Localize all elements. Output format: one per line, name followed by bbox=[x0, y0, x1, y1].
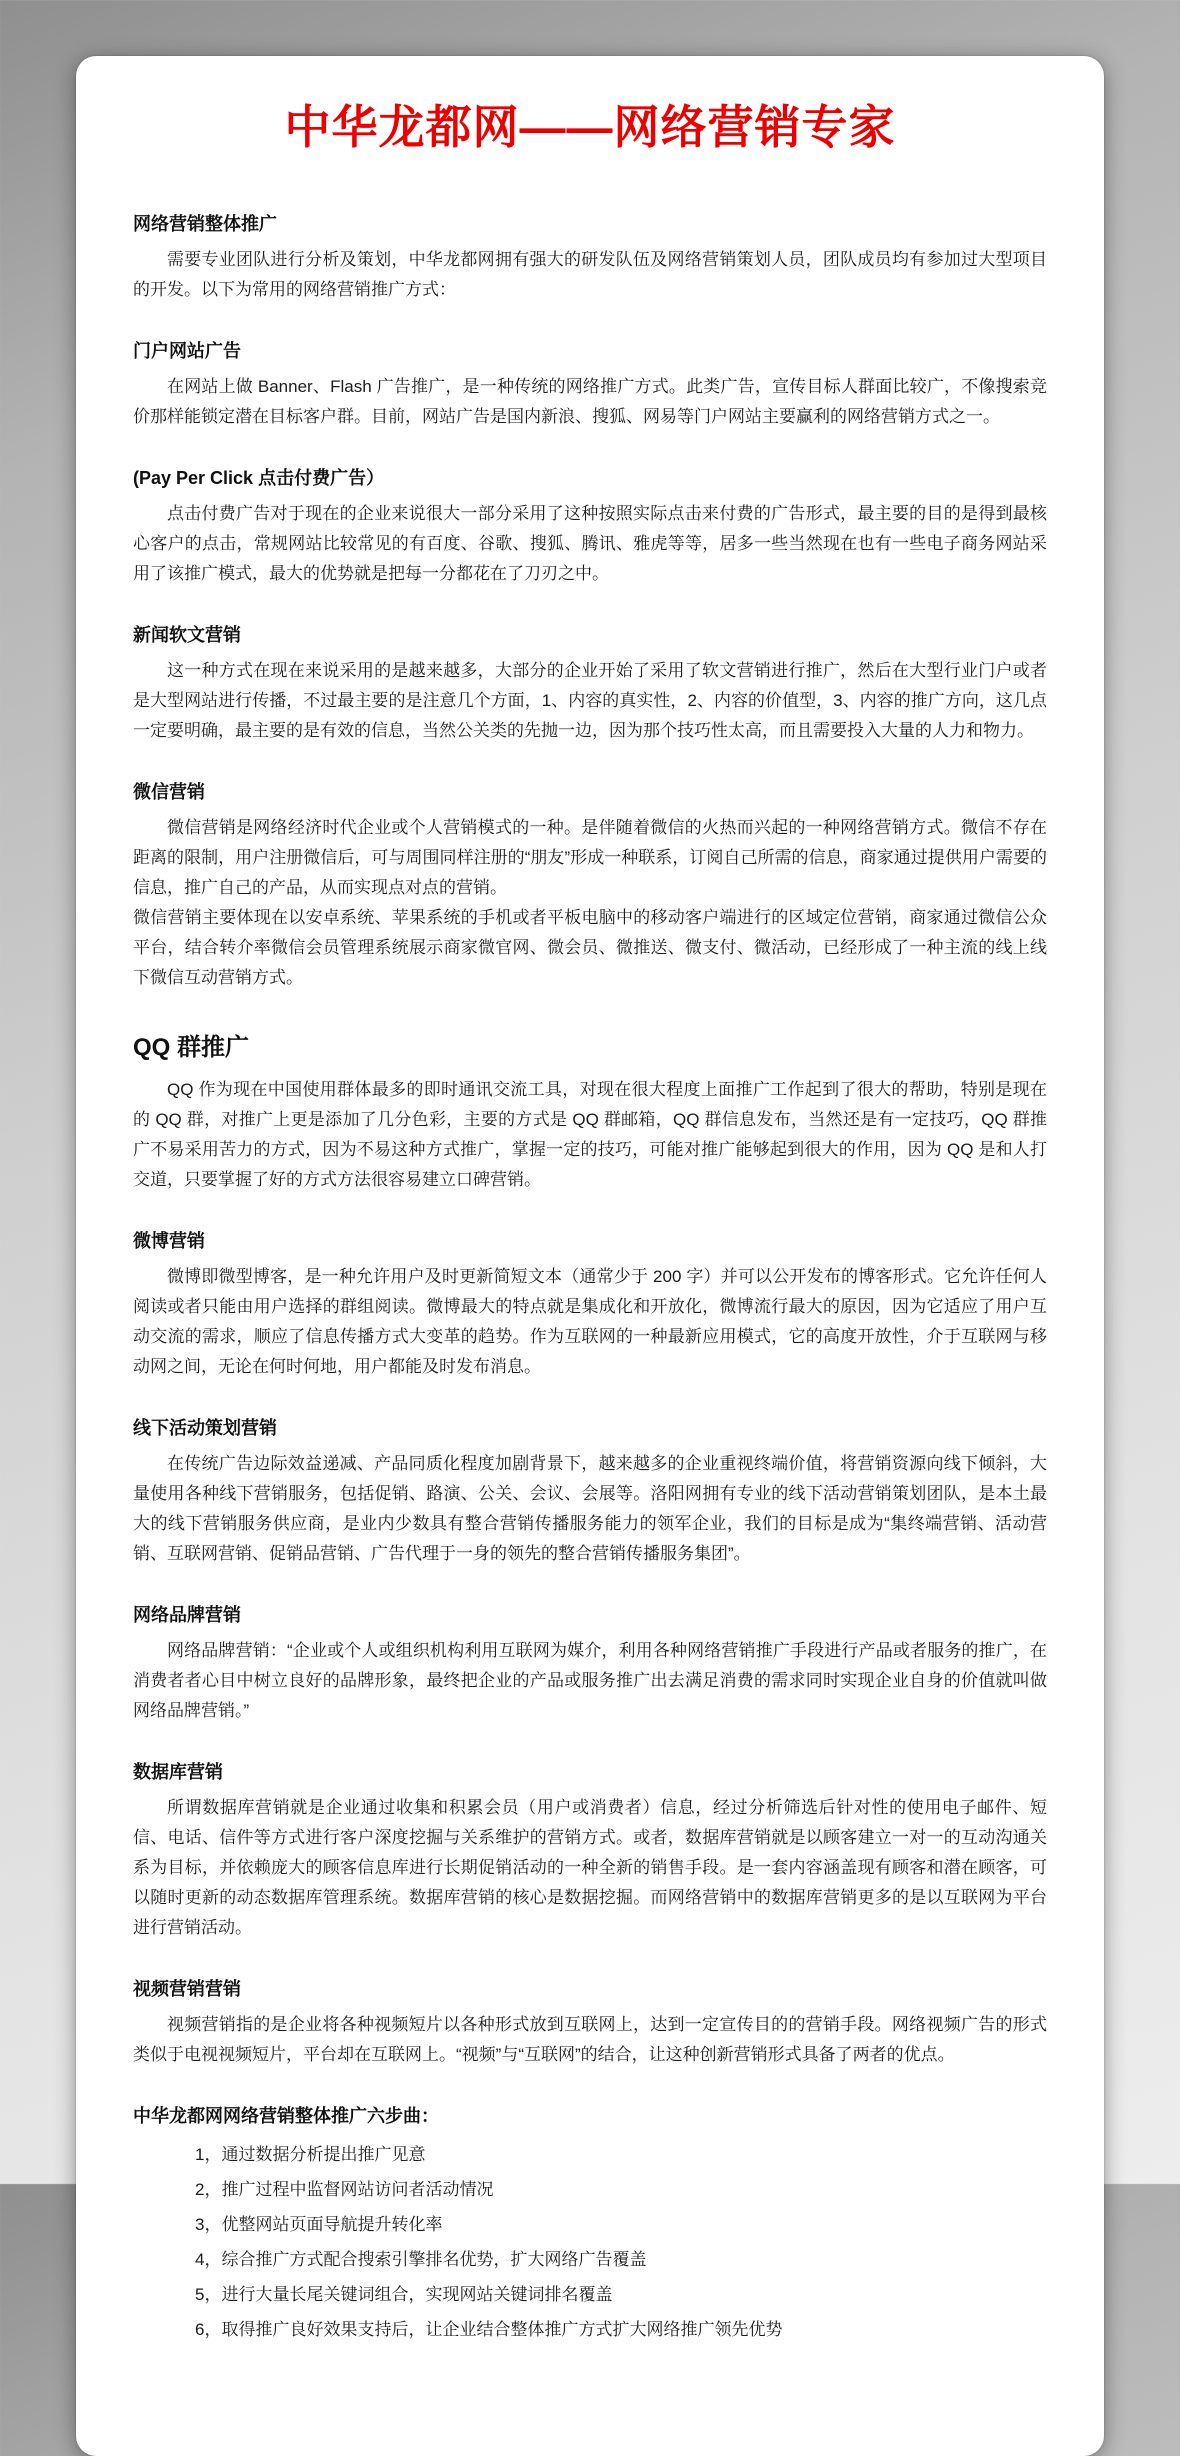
section-paragraph: 所谓数据库营销就是企业通过收集和积累会员（用户或消费者）信息，经过分析筛选后针对性的使用电子邮件、短信、电话、信件等方式进行客户深度挖掘与关系维护的营销方式。或者，数据库营销就是以顾客建立一对一的互动沟通关系为目标，并依赖庞大的顾客信息库进行长期促销活动的一种全新的销售手段。是一套内容涵盖现有顾客和潜在顾客，可以随时更新的动态数据库管理系统。数据库营销的核心是数据挖掘。而网络营销中的数据库营销更多的是以互联网为平台进行营销活动。 bbox=[133, 1798, 1047, 1937]
step-item: 5，进行大量长尾关键词组合，实现网站关键词排名覆盖 bbox=[195, 2285, 613, 2304]
section-heading: 网络品牌营销 bbox=[133, 1605, 241, 1625]
section-video-marketing bbox=[133, 1977, 1047, 2070]
section-paragraph: 在传统广告边际效益递减、产品同质化程度加剧背景下，越来越多的企业重视终端价值，将营销资源向线下倾斜，大量使用各种线下营销服务，包括促销、路演、公关、会议、会展等。洛阳网拥有专业的线下活动营销策划团队，是本土最大的线下营销服务供应商，是业内少数具有整合营销传播服务能力的领军企业，我们的目标是成为“集终端营销、活动营销、互联网营销、促销品营销、广告代理于一身的领先的整合营销传播服务集团”。 bbox=[133, 1454, 1047, 1563]
section-heading: 新闻软文营销 bbox=[133, 625, 241, 645]
section-heading: 线下活动策划营销 bbox=[133, 1418, 277, 1438]
section-paragraph: 点击付费广告对于现在的企业来说很大一部分采用了这种按照实际点击来付费的广告形式，最主要的目的是得到最核心客户的点击，常规网站比较常见的有百度、谷歌、搜狐、腾讯、雅虎等等，居多一些当然现在也有一些电子商务网站采用了该推广模式，最大的优势就是把每一分都花在了刀刃之中。 bbox=[133, 504, 1047, 583]
step-item: 3，优整网站页面导航提升转化率 bbox=[195, 2215, 443, 2234]
section-heading: 微信营销 bbox=[133, 782, 205, 802]
section-brand-marketing bbox=[133, 1603, 1047, 1726]
section-paragraph: 网络品牌营销：“企业或个人或组织机构利用互联网为媒介，利用各种网络营销推广手段进行产品或者服务的推广，在消费者者心目中树立良好的品牌形象，最终把企业的产品或服务推广出去满足消费的需求同时实现企业自身的价值就叫做网络品牌营销。” bbox=[133, 1641, 1047, 1720]
six-steps-list bbox=[133, 2137, 1047, 2347]
section-wechat-marketing bbox=[133, 780, 1047, 993]
section-six-steps bbox=[133, 2104, 1047, 2347]
section-qq-group-promotion bbox=[133, 1033, 1047, 1195]
section-heading: 视频营销营销 bbox=[133, 1979, 241, 1999]
section-weibo-marketing bbox=[133, 1229, 1047, 1382]
section-offline-event-marketing bbox=[133, 1416, 1047, 1569]
step-item: 2，推广过程中监督网站访问者活动情况 bbox=[195, 2180, 494, 2199]
section-heading: (Pay Per Click 点击付费广告） bbox=[133, 468, 385, 488]
section-overall-promotion bbox=[133, 212, 1047, 305]
step-item: 4，综合推广方式配合搜索引擎排名优势，扩大网络广告覆盖 bbox=[195, 2250, 647, 2269]
section-heading: 微博营销 bbox=[133, 1231, 205, 1251]
document-content bbox=[76, 56, 1104, 2347]
section-database-marketing bbox=[133, 1760, 1047, 1943]
section-paragraph: 微博即微型博客，是一种允许用户及时更新简短文本（通常少于 200 字）并可以公开发布的博客形式。它允许任何人阅读或者只能由用户选择的群组阅读。微博最大的特点就是集成化和开放化，微博流行最大的原因，因为它适应了用户互动交流的需求，顺应了信息传播方式大变革的趋势。作为互联网的一种最新应用模式，它的高度开放性，介于互联网与移动网之间，无论在何时何地，用户都能及时发布消息。 bbox=[133, 1267, 1047, 1376]
step-item: 1，通过数据分析提出推广见意 bbox=[195, 2145, 426, 2164]
section-paragraph: 这一种方式在现在来说采用的是越来越多，大部分的企业开始了采用了软文营销进行推广，然后在大型行业门户或者是大型网站进行传播，不过最主要的是注意几个方面，1、内容的真实性，2、内容的价值型，3、内容的推广方向，这几点一定要明确，最主要的是有效的信息，当然公关类的先抛一边，因为那个技巧性太高，而且需要投入大量的人力和物力。 bbox=[133, 661, 1047, 740]
page-title: 中华龙都网——网络营销专家 bbox=[284, 101, 896, 153]
section-portal-site-ads bbox=[133, 339, 1047, 432]
section-paragraph: 视频营销指的是企业将各种视频短片以各种形式放到互联网上，达到一定宣传目的的营销手段。网络视频广告的形式类似于电视视频短片，平台却在互联网上。“视频”与“互联网”的结合，让这种创新营销形式具备了两者的优点。 bbox=[133, 2015, 1047, 2064]
section-heading: 数据库营销 bbox=[133, 1762, 223, 1782]
step-item: 6，取得推广良好效果支持后，让企业结合整体推广方式扩大网络推广领先优势 bbox=[195, 2320, 783, 2339]
section-paragraph: 需要专业团队进行分析及策划，中华龙都网拥有强大的研发队伍及网络营销策划人员，团队成员均有参加过大型项目的开发。以下为常用的网络营销推广方式： bbox=[133, 250, 1047, 299]
section-news-soft-article bbox=[133, 623, 1047, 746]
section-pay-per-click bbox=[133, 466, 1047, 589]
section-heading: QQ 群推广 bbox=[133, 1034, 250, 1061]
section-paragraph: 微信营销是网络经济时代企业或个人营销模式的一种。是伴随着微信的火热而兴起的一种网络营销方式。微信不存在距离的限制，用户注册微信后，可与周围同样注册的“朋友”形成一种联系，订阅自己所需的信息，商家通过提供用户需要的信息，推广自己的产品，从而实现点对点的营销。 bbox=[133, 818, 1047, 897]
section-paragraph: 微信营销主要体现在以安卓系统、苹果系统的手机或者平板电脑中的移动客户端进行的区域定位营销，商家通过微信公众平台，结合转介率微信会员管理系统展示商家微官网、微会员、微推送、微支付、微活动，已经形成了一种主流的线上线下微信互动营销方式。 bbox=[133, 908, 1047, 987]
document-page bbox=[76, 56, 1104, 2456]
section-heading: 网络营销整体推广 bbox=[133, 214, 277, 234]
section-paragraph: QQ 作为现在中国使用群体最多的即时通讯交流工具，对现在很大程度上面推广工作起到了很大的帮助，特别是现在的 QQ 群，对推广上更是添加了几分色彩，主要的方式是 QQ 群邮箱，QQ 群信息发布，当然还是有一定技巧，QQ 群推广不易采用苦力的方式，因为不易这种方式推广，掌握一定的技巧，可能对推广能够起到很大的作用，因为 QQ 是和人打交道，只要掌握了好的方式方法很容易建立口碑营销。 bbox=[133, 1080, 1047, 1189]
section-heading: 门户网站广告 bbox=[133, 341, 241, 361]
section-paragraph: 在网站上做 Banner、Flash 广告推广，是一种传统的网络推广方式。此类广告，宣传目标人群面比较广，不像搜索竞价那样能锁定潜在目标客户群。目前，网站广告是国内新浪、搜狐、网易等门户网站主要赢利的网络营销方式之一。 bbox=[133, 377, 1047, 426]
six-steps-heading: 中华龙都网网络营销整体推广六步曲： bbox=[133, 2106, 439, 2126]
